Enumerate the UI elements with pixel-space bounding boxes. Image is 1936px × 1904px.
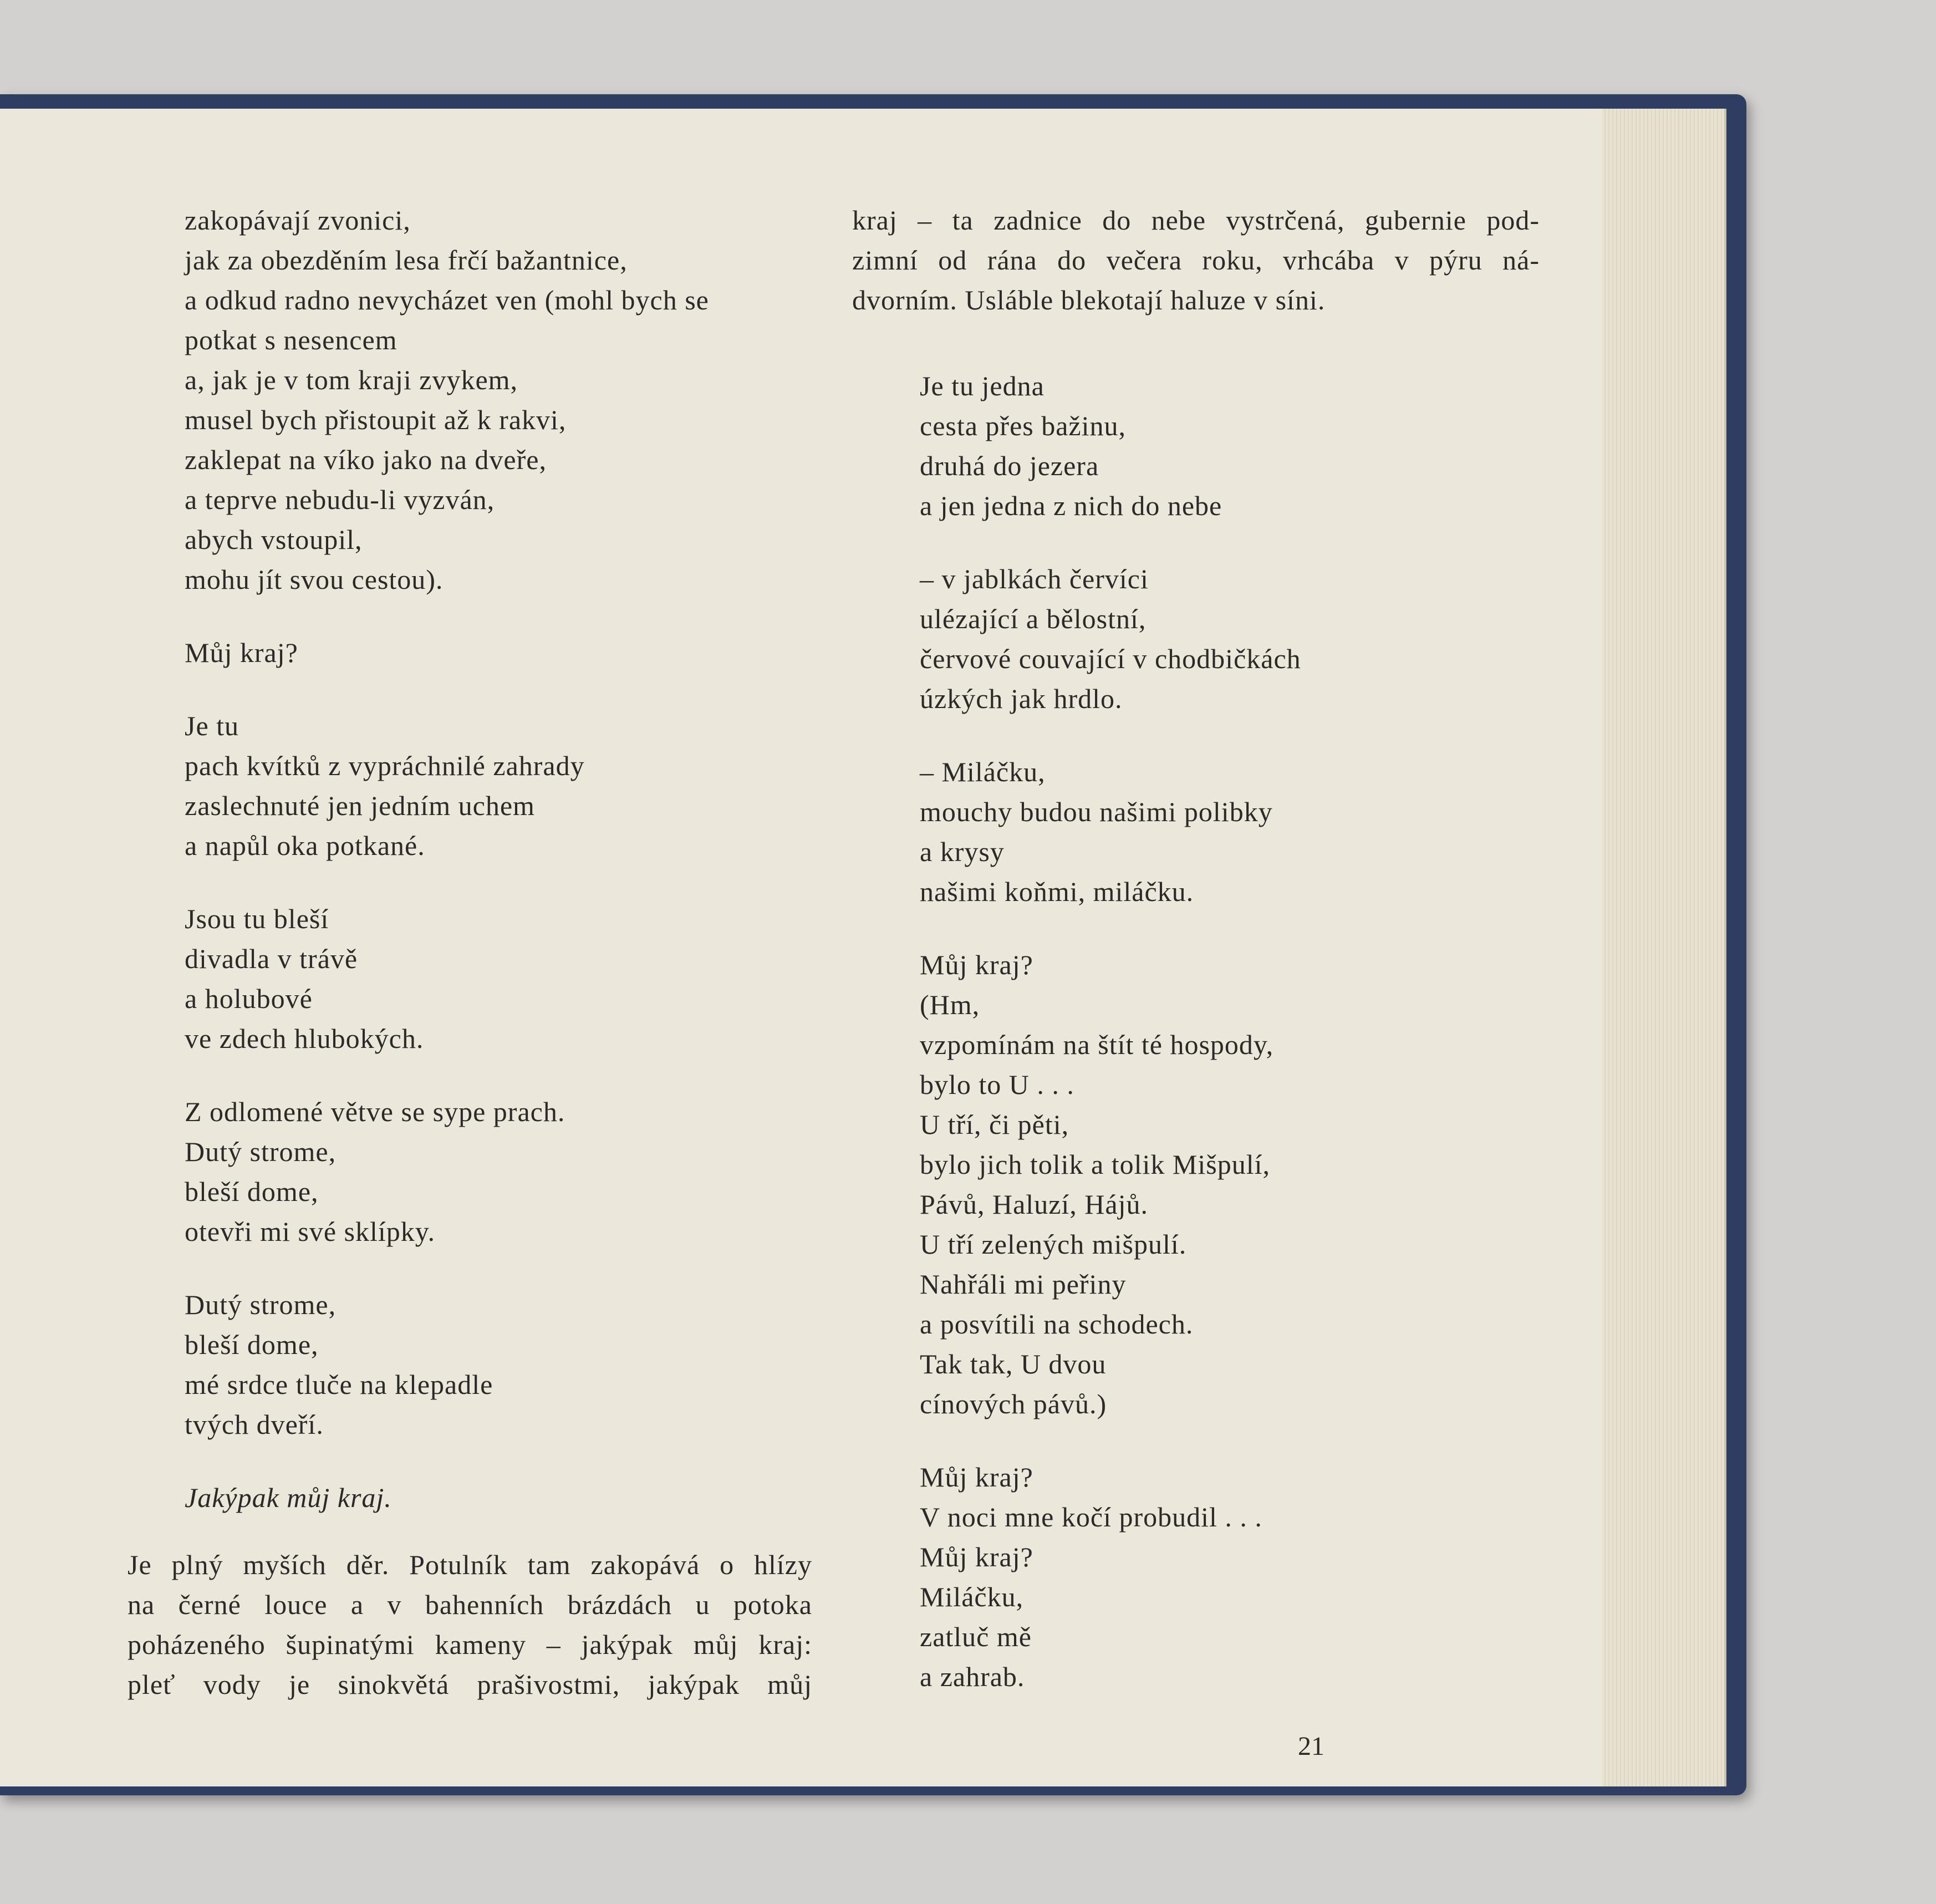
text-line: Miláčku, [920, 1581, 1024, 1612]
text-line: V noci mne kočí probudil . . . [920, 1501, 1262, 1533]
stanza-gap [185, 599, 811, 633]
right-stanza-4 [920, 945, 1557, 1424]
text-line: Nahřáli mi peřiny [920, 1269, 1127, 1300]
text-line: Můj kraj? [920, 1462, 1033, 1493]
stanza-gap [920, 1424, 1557, 1457]
right-prose [852, 200, 1540, 320]
text-line: potkat s nesencem [185, 324, 398, 355]
left-stanza-6 [185, 1285, 811, 1444]
text-line: Můj kraj? [185, 637, 298, 668]
text-line: Je tu [185, 710, 240, 741]
italic-line: Jakýpak můj kraj. [185, 1482, 392, 1513]
stanza-gap [920, 526, 1557, 559]
stanza-gap [185, 866, 811, 899]
page-number: 21 [1298, 1732, 1324, 1761]
text-line: zakopávají zvonici, [185, 205, 411, 236]
text-line: Z odlomené větve se sype prach. [185, 1096, 565, 1127]
text-line: Tak tak, U dvou [920, 1348, 1107, 1379]
prose-line: dvorním. Usláble blekotají haluze v síni. [852, 284, 1326, 315]
text-line: divadla v trávě [185, 943, 358, 974]
prose-line: pleť vody je sinokvětá prašivostmi, jakýpak můj [128, 1669, 812, 1700]
prose-line: zimní od rána do večera roku, vrhcába v pýru ná- [852, 245, 1540, 276]
text-line: a posvítili na schodech. [920, 1309, 1194, 1340]
text-line: a, jak je v tom kraji zvykem, [185, 364, 518, 395]
right-stanza-1 [920, 366, 1557, 526]
text-line: a holubové [185, 983, 313, 1014]
text-line: a zahrab. [920, 1661, 1025, 1692]
text-line: zatluč mě [920, 1621, 1032, 1652]
text-line: otevři mi své sklípky. [185, 1216, 436, 1247]
text-line: Pávů, Haluzí, Hájů. [920, 1189, 1148, 1220]
stanza-gap [185, 1058, 811, 1092]
text-line: mé srdce tluče na klepadle [185, 1369, 493, 1400]
text-line: červové couvající v chodbičkách [920, 643, 1301, 674]
text-line: Dutý strome, [185, 1136, 337, 1167]
text-line: mohu jít svou cestou). [185, 564, 444, 595]
text-line: bleší dome, [185, 1176, 319, 1207]
left-prose [128, 1545, 812, 1704]
prose-line: na černé louce a v bahenních brázdách u potoka [128, 1589, 812, 1620]
prose-line: Je plný myších děr. Potulník tam zakopává o hlízy [128, 1549, 812, 1580]
prose-line: kraj – ta zadnice do nebe vystrčená, gubernie pod- [852, 205, 1540, 236]
text-line: bylo jich tolik a tolik Mišpulí, [920, 1149, 1270, 1180]
text-line: bylo to U . . . [920, 1069, 1074, 1100]
text-line: Je tu jedna [920, 370, 1045, 401]
text-line: ulézající a bělostní, [920, 603, 1147, 634]
text-line: tvých dveří. [185, 1409, 324, 1440]
text-line: našimi koňmi, miláčku. [920, 876, 1194, 907]
left-stanza-2 [185, 633, 811, 673]
stanza-gap [920, 912, 1557, 945]
text-line: ve zdech hlubokých. [185, 1023, 424, 1054]
right-stanza-5 [920, 1457, 1557, 1697]
text-line: – Miláčku, [920, 756, 1046, 787]
text-line: jak za obezděním lesa frčí bažantnice, [185, 245, 628, 276]
text-line: vzpomínám na štít té hospody, [920, 1029, 1274, 1060]
stanza-gap [920, 719, 1557, 752]
left-stanza-1 [185, 200, 811, 599]
text-line: a teprve nebudu-li vyzván, [185, 484, 495, 515]
text-line: U tří zelených mišpulí. [920, 1229, 1187, 1260]
text-line: pach kvítků z vypráchnilé zahrady [185, 750, 585, 781]
prose-line: poházeného šupinatými kameny – jakýpak můj kraj: [128, 1629, 812, 1660]
text-line: abych vstoupil, [185, 524, 363, 555]
text-line: a odkud radno nevycházet ven (mohl bych se [185, 284, 709, 315]
text-line: Jsou tu bleší [185, 903, 329, 934]
text-line: zaslechnuté jen jedním uchem [185, 790, 535, 821]
right-column [920, 366, 1557, 1697]
text-line: bleší dome, [185, 1329, 319, 1360]
text-line: U tří, či pěti, [920, 1109, 1069, 1140]
text-line: Dutý strome, [185, 1289, 337, 1320]
left-stanza-5 [185, 1092, 811, 1251]
page-edges [1602, 109, 1726, 1786]
text-line: musel bych přistoupit až k rakvi, [185, 404, 567, 435]
right-stanza-3 [920, 752, 1557, 912]
left-stanza-3 [185, 706, 811, 866]
left-stanza-4 [185, 899, 811, 1058]
stanza-gap [185, 1251, 811, 1285]
text-line: Můj kraj? [920, 1541, 1033, 1572]
text-line: a krysy [920, 836, 1005, 867]
text-line: Můj kraj? [920, 949, 1033, 980]
text-line: úzkých jak hrdlo. [920, 683, 1123, 714]
stanza-gap [185, 1444, 811, 1478]
text-line: zaklepat na víko jako na dveře, [185, 444, 547, 475]
text-line: – v jablkách červíci [920, 563, 1149, 594]
text-line: druhá do jezera [920, 450, 1099, 481]
right-stanza-2 [920, 559, 1557, 719]
stanza-gap [185, 673, 811, 706]
text-line: cínových pávů.) [920, 1388, 1107, 1419]
text-line: mouchy budou našimi polibky [920, 796, 1273, 827]
left-column [185, 200, 811, 1518]
text-line: a jen jedna z nich do nebe [920, 490, 1222, 521]
text-line: cesta přes bažinu, [920, 410, 1127, 441]
text-line: (Hm, [920, 989, 980, 1020]
text-line: a napůl oka potkané. [185, 830, 425, 861]
